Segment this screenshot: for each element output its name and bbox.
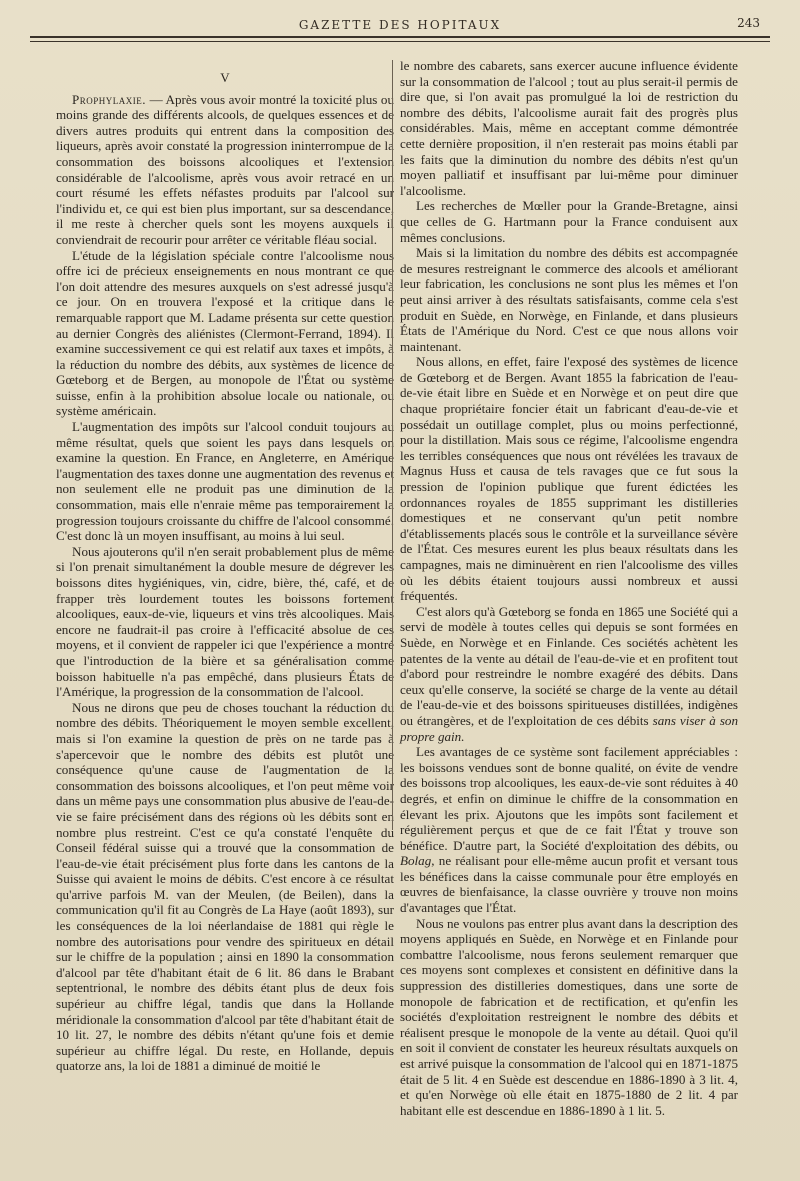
right-column — [400, 58, 738, 1118]
paragraph: Mais si la limitation du nombre des débits est accompagnée de mesures restreignant le commerce des alcools et améliorant leur fabrication, les conclusions ne sont plus les mêmes et l'on peut ainsi arriver à des résultats satisfaisants, comme cela s'est produit en Suède, en Norwège, en Finlande, et dans plusieurs États de l'Amérique du Nord. C'est ce que nous allons voir maintenant. — [400, 245, 738, 354]
paragraph-text: , ne réalisant pour elle-même aucun profit et versant tous les bénéfices dans la caisse communale pour être employés en œuvres de bienfaisance, la classe ouvrière y trouve non moins d'avantages que l'État. — [400, 853, 738, 916]
section-lead: Prophylaxie. — [72, 91, 147, 107]
paragraph — [56, 92, 394, 248]
header-rule-thin — [30, 41, 770, 42]
paragraph: Nous allons, en effet, faire l'exposé des systèmes de licence de Gœteborg et de Bergen. Avant 1855 la fabrication de l'eau-de-vie était libre en Suède et en Norwège et on peut dire que chaque propriétaire foncier était un fabricant d'eau-de-vie et possédait un outillage complet, plus ou moins perfectionné, pour la distillation. Mais sous ce régime, l'alcoolisme engendra les terribles conséquences que nous ont révélées les travaux de Magnus Huss et causa de tels ravages que ce fut sous la pression de l'opinion publique que furent édictées les ordonnances royales de 1855 supprimant les distilleries domestiques et ne conservant qu'un petit nombre d'établissements placés sous le contrôle et la surveillance sévère de l'État. Ces mesures eurent les plus beaux résultats dans les campagnes, mais ne diminuèrent en rien l'alcoolisme des villes où les débits étaient toujours aussi nombreux et aussi fréquentés. — [400, 354, 738, 604]
italic-phrase: sans viser à son propre gain. — [400, 712, 739, 744]
paragraph: Nous ne voulons pas entrer plus avant dans la description des moyens appliqués en Suède, en Norwège et en Finlande pour combattre l'alcoolisme, nous ferons seulement remarquer que ces moyens sont complexes et consistent en définitive dans la suppression des distilleries domestiques, dans une sorte de monopole de fabrication et de rectification, et qu'enfin les sociétés d'exploitation restreignent le nombre des débits et réalisent presque le monopole de la vente au détail. Quoi qu'il en soit il convient de constater les heureux résultats auxquels on est arrivé puisque la consommation de l'alcool qui en 1871-1875 était de 5 lit. 4 en Suède est descendue en 1886-1890 à 3 lit. 4, et qu'en Norwège où elle était en 1875-1880 de 2 lit. 4 par habitant elle est descendue en 1886-1890 à 1 lit. 5. — [400, 915, 738, 1118]
page-header — [0, 14, 800, 36]
column-divider — [392, 60, 393, 830]
paragraph — [400, 604, 738, 744]
left-column — [56, 70, 394, 1074]
section-number: V — [220, 70, 230, 85]
paragraph: Les recherches de Mœller pour la Grande-Bretagne, ainsi que celles de G. Hartmann pour la France conduisent aux mêmes conclusions. — [400, 198, 738, 245]
paragraph-text: Les avantages de ce système sont facilement appréciables : les boissons vendues sont de bonne qualité, on évite de vendre des boissons trop alcooliques, les eaux-de-vie sont réduites à 40 degrés, et enfin on diminue le chiffre de la consommation en élevant les prix. Ajoutons que les impôts sont facilement et régulièrement perçus et que de ce fait l'État y trouve son bénéfice. D'autre part, la Société d'exploitation des débits, ou — [400, 744, 738, 853]
paragraph-text: — Après vous avoir montré la toxicité plus ou moins grande des différents alcools, de quelques essences et de divers autres produits qui entrent dans la composition des liqueurs, après avoir constaté la progression ininterrompue de la consommation des boissons alcooliques et l'extension considérable de l'alcoolisme, après vous avoir retracé en un court résumé les effets néfastes produits par l'alcool sur l'individu et, ce qui est bien plus important, sur sa descendance, il me reste à chercher quels sont les moyens auxquels il conviendrait de recourir pour arrêter ce véritable fléau social. — [56, 91, 394, 247]
paragraph: L'augmentation des impôts sur l'alcool conduit toujours au même résultat, quels que soient les pays dans lesquels on examine la question. En France, en Angleterre, en Amérique l'augmentation des taxes donne une augmentation des revenus et non seulement elle ne produit pas une diminution de la consommation, mais elle n'enraie même pas temporairement la progression toujours croissante du chiffre de l'alcool consommé. C'est donc là un moyen insuffisant, au moins à lui seul. — [56, 419, 394, 544]
paragraph: le nombre des cabarets, sans exercer aucune influence évidente sur la consommation de l'alcool ; tout au plus serait-il permis de dire que, si l'on avait pas promulgué la loi de restriction du nombre des débits, l'alcoolisme aurait fait des progrès plus considérables. Mais, même en acceptant comme démontrée cette dernière proposition, il n'en resterait pas moins établi par les faits que la diminution du nombre des débits n'est qu'un moyen palliatif et insuffisant par lui-même pour diminuer l'alcoolisme. — [400, 58, 738, 198]
paragraph: Nous ne dirons que peu de choses touchant la réduction du nombre des débits. Théoriquement le moyen semble excellent, mais si l'on examine la question de près on ne tarde pas à s'apercevoir que le nombre des débits est plutôt une conséquence qu'une cause de l'augmentation de la consommation des boissons alcooliques, et l'on peut même voir dans un même pays une consommation plus abusive de l'eau-de-vie se faire précisément dans des régions où les débits sont en nombre plus restreint. C'est ce qu'a constaté l'enquête du Conseil fédéral suisse qui a trouvé que la consommation de l'eau-de-vie était précisément plus forte dans les cantons de la Suisse qui avaient le moins de débits. C'est encore à ce résultat qu'arrive parfois M. van der Meulen, (de Beilen), dans la communication qu'il fit au Congrès de La Haye (août 1893), sur les conséquences de la loi néerlandaise de 1881 qui règle le nombre des autorisations pour vendre des spiritueux en détail sur le chiffre de la population ; ainsi en 1890 la consommation d'alcool par tête d'habitant était de 6 lit. 86 dans le Brabant septentrional, le nombre des débits étant plus de deux fois supérieur au chiffre légal, tandis que dans la Hollande méridionale la consommation d'alcool par tête d'habitant était de 10 lit. 27, le nombre des débits n'étant qu'une fois et demie supérieur au chiffre légal. Du reste, en Hollande, depuis quatorze ans, la loi de 1881 a diminué de moitié le — [56, 699, 394, 1074]
paragraph — [400, 744, 738, 916]
page-number: 243 — [737, 16, 760, 30]
paragraph: L'étude de la législation spéciale contre l'alcoolisme nous offre ici de précieux enseignements en nous montrant ce que l'on doit attendre des mesures auxquels on s'est adressé jusqu'à ce jour. On en trouvera l'exposé et la critique dans le remarquable rapport que M. Ladame présenta sur cette question au dernier Congrès des aliénistes (Clermont-Ferrand, 1894). Il examine successivement ce qui est relatif aux taxes et impôts, à la réduction du nombre des débits, aux systèmes de licence de Gœteborg et de Bergen, au monopole de l'État ou système suisse, enfin à la prohibition absolue locale ou nationale, ou système américain. — [56, 247, 394, 419]
italic-term: Bolag — [400, 853, 432, 869]
header-rule-thick — [30, 36, 770, 38]
paragraph: Nous ajouterons qu'il n'en serait probablement plus de même si l'on prenait simultanément la double mesure de dégrever les boissons dites hygiéniques, vin, cidre, bière, thé, café, et de frapper très lourdement toutes les boissons fortement alcooliques, eaux-de-vie, liqueurs et vins très alcooliques. Mais encore ne faudrait-il pas croire à l'efficacité absolue de ces moyens, et il convient de rappeler ici que l'expérience a montré que l'introduction de la bière et sa généralisation comme boisson habituelle n'a pas empêché, dans plusieurs États de l'Amérique, la progression de la consommation de l'alcool. — [56, 543, 394, 700]
journal-title: GAZETTE DES HOPITAUX — [298, 18, 502, 32]
paragraph-text: C'est alors qu'à Gœteborg se fonda en 1865 une Société qui a servi de modèle à toutes celles qui depuis se sont formées en Suède, en Norwège et en Finlande. Ces sociétés achètent les patentes de la vente au détail de l'eau-de-vie et en profitent tout d'abord pour restreindre le nombre exagéré des débits. Dans ceux qu'elle conserve, la société se charge de la vente au détail de l'eau-de-vie et des boissons spiritueuses distillées, indigènes ou étrangères, et de l'exploitation de ces débits — [400, 603, 738, 728]
